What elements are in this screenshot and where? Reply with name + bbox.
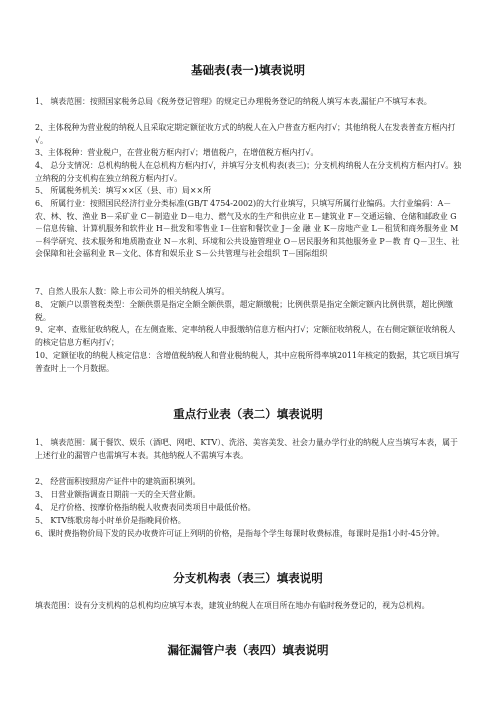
section1-title: 基础表(表一)填表说明 xyxy=(190,63,305,77)
section4-title: 漏征漏管户表（表四）填表说明 xyxy=(167,643,329,657)
section1-item-5: 5、 所属税务机关：填写××区（县、市）局××所 xyxy=(35,186,212,195)
section2-item-6: 6、课时费指物价局下发的民办收费许可证上列明的价格，是指每个学生每课时收费标准，每课时是指1小时-45分钟。 xyxy=(35,529,445,538)
section1-item-4: 4、 总分支情况：总机构纳税人在总机构方框内打√，并填写分支机构表(表三)；分支机构纳税人在分支机构方框内打√。独立纳税的分支机构在独立纳税方框内打√。 xyxy=(35,161,462,183)
section2-item-4: 4、 足疗价格、按摩价格指纳税人收费表同类项目中最低价格。 xyxy=(35,503,256,512)
section3-item-1: 填表范围：设有分支机构的总机构均应填写本表，建筑业纳税人在项目所在地办有临时税务登记的，视为总机构。 xyxy=(35,601,430,610)
section1-item-8: 8、 定额户以票管税类型：全额供票是指定全额全额供票，超定额缴税；比例供票是指定全额定额内比例供票，超比例缴税。 xyxy=(35,300,453,322)
section1-item-3: 3、主体税种：营业税户，在营业税方框内打√；增值税户，在增值税方框内打√。 xyxy=(35,148,319,157)
section1-item-6: 6、 所属行业：按照国民经济行业分类标准(GB/T 4754-2002)的大行业填写，只填写所属行业编码。大行业编码：A－农、林、牧、渔业 B－采矿业 C－制造业 D－电力、燃气及水的生产和供应业 E－建筑业 F－交通运输、仓储和邮政业 G－信息传输、计算机服务和软件业 H－批发和零售业 I－住宿和餐饮业 J－金 融 业 K－房地产业 L－租赁和商务服务业 M－科学研究、技术服务和地质勘查业 N－水利、环境和公共设施管理业 O－居民服务和其他服务业 P－教 育 Q－卫生、社会保障和社会福利业 R－文化、体育和娱乐业 S－公共管理与社会组织 T－国际组织 xyxy=(35,199,460,259)
section2-item-5: 5、 KTV练歌房每小时单价是指晚间价格。 xyxy=(35,516,186,525)
section2-item-2: 2、 经营面积按照房产证件中的建筑面积填列。 xyxy=(35,477,201,486)
section3-title: 分支机构表（表三）填表说明 xyxy=(173,571,323,585)
section1-item-1: 1、 填表范围：按照国家税务总局《税务登记管理》的规定已办理税务登记的纳税人填写本表,漏征户不填写本表。 xyxy=(35,97,432,106)
section2-item-1: 1、 填表范围：属于餐饮、娱乐（酒吧、网吧、KTV）、洗浴、美容美发、社会力量办学行业的纳税人应当填写本表，属于上述行业的漏管户也需填写本表。其他纳税人不需填写本表。 xyxy=(35,438,458,460)
section1-item-2: 2、主体税种为营业税的纳税人且采取定期定额征收方式的纳税人在入户普查方框内打√；其他纳税人在发表普查方框内打√。 xyxy=(35,123,456,145)
section2-title: 重点行业表（表二）填表说明 xyxy=(173,407,323,421)
section2-item-3: 3、 日营业额指调查日期前一天的全天营业额。 xyxy=(35,490,201,499)
section1-item-9: 9、定率、查账征收纳税人，在左侧查账、定率纳税人申报缴纳信息方框内打√；定额征收纳税人，在右侧定额征收纳税人的核定信息方框内打√； xyxy=(35,325,456,347)
section1-item-7: 7、自然人股东人数：除上市公司外的相关纳税人填写。 xyxy=(35,287,230,296)
section1-item-10: 10、定额征收的纳税人核定信息：含增值税纳税人和营业税纳税人，其中应税所得率填2011年核定的数据，其它项目填写普查时上一个月数据。 xyxy=(35,351,460,373)
